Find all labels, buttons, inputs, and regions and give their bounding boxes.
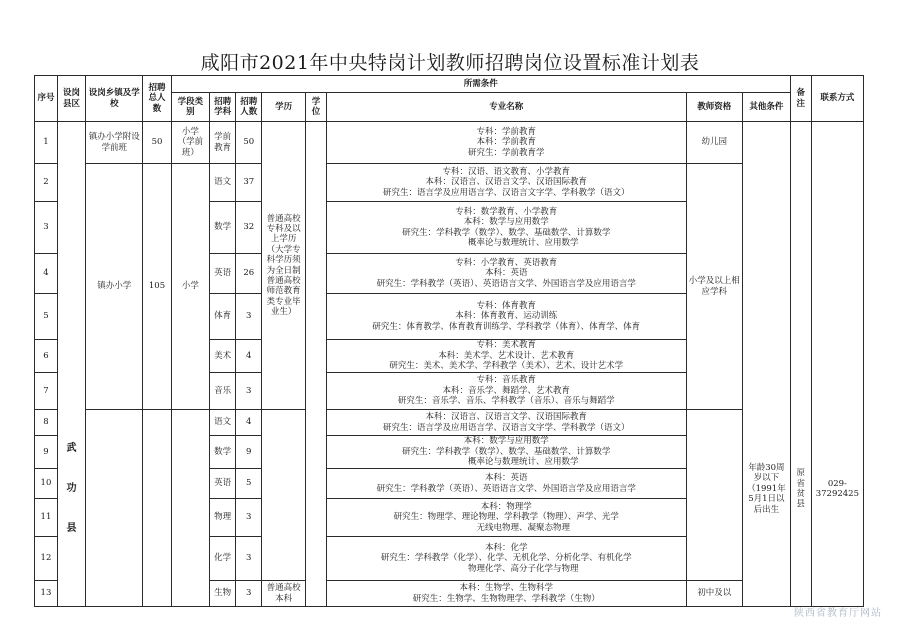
- major-cell: 本科：数学与应用数学 研究生：学科教学（数学）、数学、基础数学、计算数学 概率论与数理统计、应用数学: [326, 436, 686, 469]
- header-seq: 序号: [35, 76, 58, 122]
- seq-cell: 6: [35, 340, 58, 373]
- recruitment-table: [34, 75, 864, 607]
- table-row: [35, 164, 864, 202]
- subject-cell: 英语: [210, 469, 236, 499]
- count-cell: 32: [236, 202, 262, 254]
- header-other: 其他条件: [742, 93, 790, 122]
- count-cell: 3: [236, 294, 262, 340]
- seq-cell: 3: [35, 202, 58, 254]
- subject-cell: 数学: [210, 436, 236, 469]
- count-cell: 3: [236, 373, 262, 410]
- table-row: [35, 122, 864, 164]
- count-cell: 5: [236, 469, 262, 499]
- count-cell: 50: [236, 122, 262, 164]
- school-cell: 镇办小学: [86, 164, 143, 410]
- total-cell: 105: [143, 164, 171, 410]
- cert-cell: 初中及以: [686, 581, 742, 607]
- seq-cell: 11: [35, 499, 58, 537]
- subject-cell: 英语: [210, 254, 236, 294]
- remark-cell: [790, 122, 811, 607]
- major-cell: 专科：体育教育 本科：体育教育、运动训练 研究生：体育教学、体育教育训练学、学科教学（体育）、体育学、体育: [326, 294, 686, 340]
- subject-cell: 语文: [210, 410, 236, 436]
- seq-cell: 4: [35, 254, 58, 294]
- count-cell: 26: [236, 254, 262, 294]
- seq-cell: 2: [35, 164, 58, 202]
- seq-cell: 13: [35, 581, 58, 607]
- subject-cell: 美术: [210, 340, 236, 373]
- subject-cell: 生物: [210, 581, 236, 607]
- major-cell: 专科：美术教育 本科：美术学、艺术设计、艺术教育 研究生：美术、美术学、学科教学（美术）、艺术、设计艺术学: [326, 340, 686, 373]
- header-major: 专业名称: [326, 93, 686, 122]
- county-char: 县: [66, 523, 77, 534]
- degree-cell: [306, 122, 327, 607]
- header-count: 招聘人数: [236, 93, 262, 122]
- header-county: 设岗县区: [57, 76, 85, 122]
- seq-cell: 1: [35, 122, 58, 164]
- county-cell: [57, 122, 85, 607]
- other-text: 年龄30周岁以下（1991年5月1日以后出生: [747, 463, 786, 515]
- subject-cell: 音乐: [210, 373, 236, 410]
- contact-text: 029-37292425: [815, 478, 859, 499]
- seq-cell: 7: [35, 373, 58, 410]
- header-row-1: [35, 76, 864, 93]
- level-cell: 小学: [171, 164, 210, 410]
- header-school: 设岗乡镇及学校: [86, 76, 143, 122]
- major-cell: 本科：汉语言、汉语言文学、汉语国际教育 研究生：语言学及应用语言学、汉语言文字学、学科教学（语文）: [326, 410, 686, 436]
- subject-cell: 体育: [210, 294, 236, 340]
- count-cell: 4: [236, 340, 262, 373]
- cert-cell: 小学及以上相应学科: [686, 164, 742, 410]
- major-cell: 专科：小学教育、英语教育 本科：英语 研究生：学科教学（英语）、英语语言文学、外国语言学及应用语言学: [326, 254, 686, 294]
- count-cell: 3: [236, 499, 262, 537]
- major-cell: 本科：物理学 研究生：物理学、理论物理、学科教学（物理）、声学、光学 无线电物理、凝聚态物理: [326, 499, 686, 537]
- subject-cell: 化学: [210, 537, 236, 581]
- education-cell: 普通高校专科及以上学历（大学专科学历须为全日制普通高校师范教育类专业毕业生）: [262, 122, 306, 410]
- education-cell: 普通高校本科: [262, 581, 306, 607]
- county-char: 武: [66, 443, 77, 454]
- major-cell: 专科：学前教育 本科：学前教育 研究生：学前教育学: [326, 122, 686, 164]
- subject-cell: 学前教育: [210, 122, 236, 164]
- subject-cell: 物理: [210, 499, 236, 537]
- major-cell: 本科：生物学、生物科学 研究生：生物学、生物物理学、学科教学（生物）: [326, 581, 686, 607]
- education-cell: [262, 410, 306, 581]
- major-cell: 本科：英语 研究生：学科教学（英语）、英语语言文学、外国语言学及应用语言学: [326, 469, 686, 499]
- county-char: 功: [66, 483, 77, 494]
- other-cell: [742, 122, 790, 607]
- header-subject: 招聘学科: [210, 93, 236, 122]
- seq-cell: 10: [35, 469, 58, 499]
- cert-cell: 幼儿园: [686, 122, 742, 164]
- level-cell: 小学（学前班）: [171, 122, 210, 164]
- subject-cell: 数学: [210, 202, 236, 254]
- count-cell: 4: [236, 410, 262, 436]
- seq-cell: 8: [35, 410, 58, 436]
- count-cell: 3: [236, 537, 262, 581]
- total-cell: 50: [143, 122, 171, 164]
- header-remark: 备注: [790, 76, 811, 122]
- header-level: 学段类别: [171, 93, 210, 122]
- remark-text: 原省贫县: [796, 468, 806, 510]
- header-education: 学历: [262, 93, 306, 122]
- header-total: 招聘总人数: [143, 76, 171, 122]
- subject-cell: 语文: [210, 164, 236, 202]
- total-cell: [143, 410, 171, 607]
- seq-cell: 12: [35, 537, 58, 581]
- major-cell: 专科：汉语、语文教育、小学教育 本科：汉语言、汉语言文学、汉语国际教育 研究生：语言学及应用语言学、汉语言文字学、学科教学（语文）: [326, 164, 686, 202]
- level-cell: [171, 410, 210, 607]
- major-cell: 本科：化学 研究生：学科教学（化学）、化学、无机化学、分析化学、有机化学 物理化学、高分子化学与物理: [326, 537, 686, 581]
- count-cell: 3: [236, 581, 262, 607]
- school-cell: [86, 410, 143, 607]
- header-cert: 教师资格: [686, 93, 742, 122]
- header-degree: 学位: [306, 93, 327, 122]
- table-row: [35, 410, 864, 436]
- count-cell: 37: [236, 164, 262, 202]
- count-cell: 9: [236, 436, 262, 469]
- major-cell: 专科：音乐教育 本科：音乐学、舞蹈学、艺术教育 研究生：音乐学、音乐、学科教学（音乐）、音乐与舞蹈学: [326, 373, 686, 410]
- school-cell: 镇办小学附设学前班: [86, 122, 143, 164]
- header-contact: 联系方式: [811, 76, 863, 122]
- cert-cell: [686, 410, 742, 581]
- seq-cell: 9: [35, 436, 58, 469]
- page-title: 咸阳市2021年中央特岗计划教师招聘岗位设置标准计划表: [200, 52, 700, 74]
- contact-cell: [811, 122, 863, 607]
- major-cell: 专科：数学教育、小学教育 本科：数学与应用数学 研究生：学科教学（数学）、数学、基础数学、计算数学 概率论与数理统计、应用数学: [326, 202, 686, 254]
- watermark-text: 陕西省教育厅网站: [794, 608, 882, 619]
- header-conditions: 所需条件: [171, 76, 790, 93]
- seq-cell: 5: [35, 294, 58, 340]
